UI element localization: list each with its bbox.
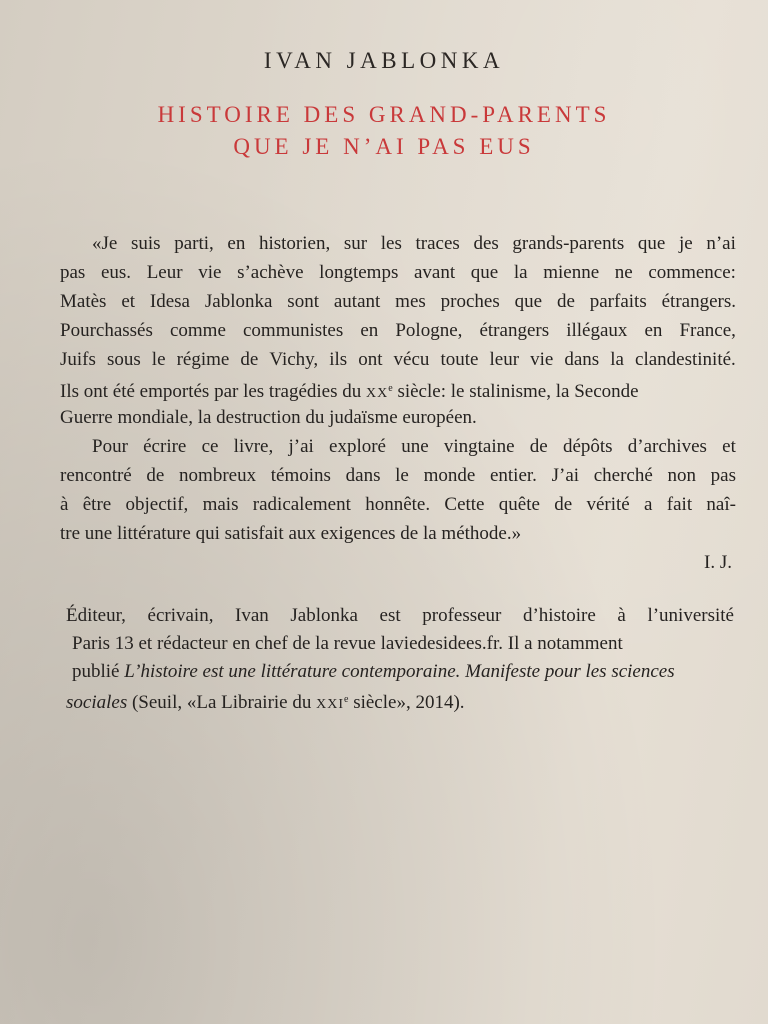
book-reference-title-end: sociales (66, 692, 128, 713)
century-numeral: XX (366, 386, 389, 401)
quote-line-1: «Je suis parti, en historien, sur les traces des grands-parents que je n’ai (92, 233, 736, 254)
author-biography (66, 602, 734, 714)
quote-line-8: Pour écrire ce livre, j’ai exploré une vingtaine de dépôts d’archives et (92, 436, 736, 457)
book-title-line-1: HISTOIRE DES GRAND-PARENTS (157, 102, 611, 127)
quote-line-4: Pourchassés comme communistes en Pologne, étrangers illégaux en France, (60, 320, 736, 341)
bio-publisher-end: siècle», 2014). (348, 692, 465, 713)
bio-line-2: Paris 13 et rédacteur en chef de la revue laviedesidees.fr. Il a notamment (72, 633, 623, 654)
book-title-line-2: QUE JE N’AI PAS EUS (233, 134, 535, 159)
bio-century-numeral: XXI (316, 697, 344, 712)
quote-line-6-start: Ils ont été emportés par les tragédies du (60, 381, 367, 402)
quote-line-7: Guerre mondiale, la destruction du judaïsme européen. (60, 407, 477, 428)
bio-line-1: Éditeur, écrivain, Ivan Jablonka est professeur d’histoire à l’université (66, 605, 734, 626)
bio-line-3 (66, 658, 734, 686)
quote-signature: I. J. (704, 552, 732, 573)
quote-line-11: tre une littérature qui satisfait aux exigences de la méthode.» (60, 523, 522, 544)
quote-line-9: rencontré de nombreux témoins dans le monde entier. J’ai cherché non pas (60, 465, 736, 486)
author-name: IVAN JABLONKA (263, 48, 505, 73)
quote-line-10: à être objectif, mais radicalement honnête. Cette quête de vérité a fait naî- (60, 494, 736, 515)
quote-line-5: Juifs sous le régime de Vichy, ils ont vécu toute leur vie dans la clandestinité. (60, 349, 736, 370)
quote-line-6-end: siècle: le stalinisme, la Seconde (392, 381, 639, 402)
author-quote (60, 229, 736, 577)
quote-line-3: Matès et Idesa Jablonka sont autant mes proches que de parfaits étrangers. (60, 291, 736, 312)
book-reference-title: L’histoire est une littérature contemporaine. Manifeste pour les sciences (124, 661, 675, 682)
bio-century-superscript: e (344, 694, 349, 705)
quote-line-2: pas eus. Leur vie s’achève longtemps avant que la mienne ne commence: (60, 262, 736, 283)
bio-line-3-text: publié (72, 661, 125, 682)
bio-publisher-text: (Seuil, «La Librairie du (127, 692, 317, 713)
bio-line-4 (66, 686, 734, 714)
century-superscript: e (388, 383, 393, 394)
quote-line-6 (60, 374, 736, 403)
